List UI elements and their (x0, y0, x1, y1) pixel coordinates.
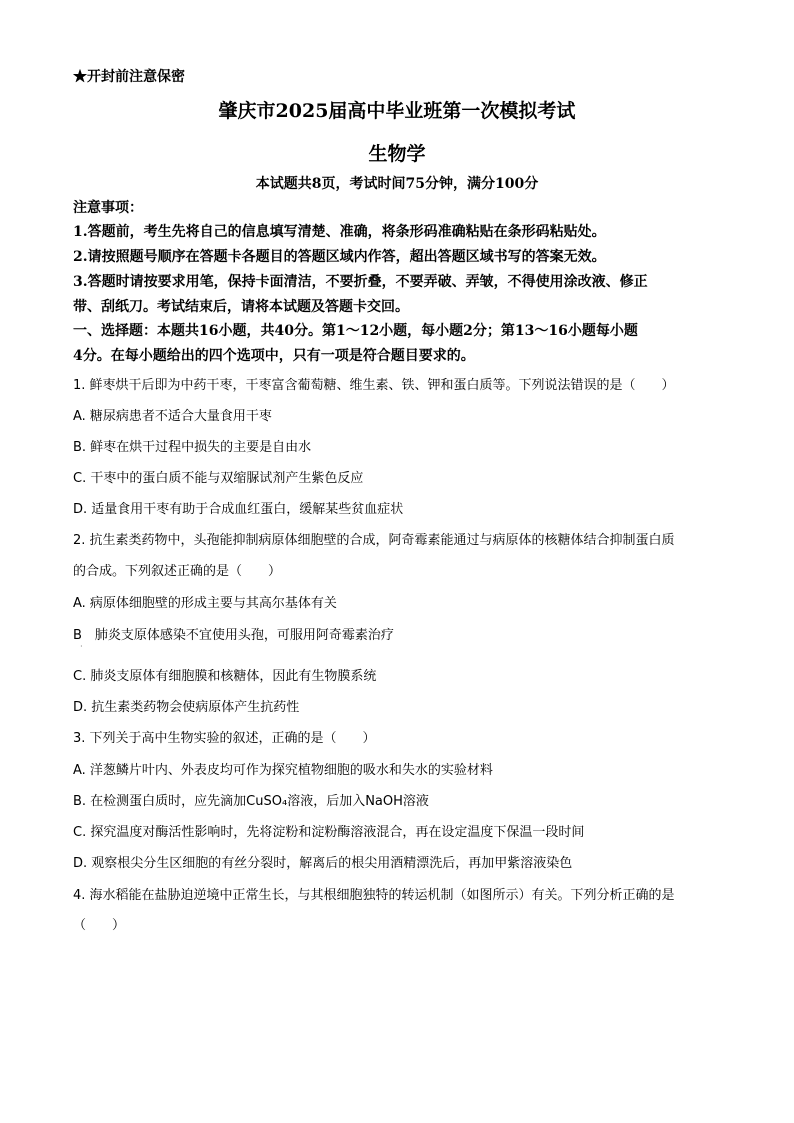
stray-dot-mark: · (80, 642, 83, 651)
question-3-option-c: C. 探究温度对酶活性影响时，先将淀粉和淀粉酶溶液混合，再在设定温度下保温一段时间 (73, 825, 585, 840)
question-4-stem: 4. 海水稻能在盐胁迫逆境中正常生长，与其根细胞独特的转运机制（如图所示）有关。下列分析正确的是 (73, 888, 675, 903)
question-1-option-a: A. 糖尿病患者不适合大量食用干枣 (73, 409, 272, 424)
section-heading-line: 4分。在每小题给出的四个选项中，只有一项是符合题目要求的。 (73, 348, 475, 364)
question-1-option-d: D. 适量食用干枣有助于合成血红蛋白，缓解某些贫血症状 (73, 502, 404, 517)
question-1-stem: 1. 鲜枣烘干后即为中药干枣，干枣富含葡萄糖、维生素、铁、钾和蛋白质等。下列说法错误的是（ ） (73, 378, 675, 393)
question-2-option-a: A. 病原体细胞壁的形成主要与其高尔基体有关 (73, 596, 337, 611)
instruction-item: 2.请按照题号顺序在答题卡各题目的答题区域内作答，超出答题区域书写的答案无效。 (73, 249, 606, 265)
question-3-option-b: B. 在检测蛋白质时，应先滴加CuSO₄溶液，后加入NaOH溶液 (73, 794, 429, 809)
question-2-option-c: C. 肺炎支原体有细胞膜和核糖体，因此有生物膜系统 (73, 669, 377, 684)
question-1-option-c: C. 干枣中的蛋白质不能与双缩脲试剂产生紫色反应 (73, 471, 364, 486)
instruction-item: 1.答题前，考生先将自己的信息填写清楚、准确，将条形码准确粘贴在条形码粘贴处。 (73, 224, 606, 240)
question-3-option-a: A. 洋葱鳞片叶内、外表皮均可作为探究植物细胞的吸水和失水的实验材料 (73, 763, 493, 778)
question-3-option-d: D. 观察根尖分生区细胞的有丝分裂时，解离后的根尖用酒精漂洗后，再加甲紫溶液染色 (73, 856, 573, 871)
question-3-stem: 3. 下列关于高中生物实验的叙述，正确的是（ ） (73, 731, 376, 746)
question-2-stem: 2. 抗生素类药物中，头孢能抑制病原体细胞壁的合成，阿奇霉素能通过与病原体的核糖体结合抑制蛋白质 (73, 533, 675, 548)
exam-title: 肇庆市2025届高中毕业班第一次模拟考试 (218, 100, 576, 122)
confidential-notice: ★开封前注意保密 (73, 69, 185, 85)
instructions-heading: 注意事项： (73, 200, 143, 216)
question-2-option-b: B 肺炎支原体感染不宜使用头孢，可服用阿奇霉素治疗 (73, 628, 394, 643)
question-2-stem: 的合成。下列叙述正确的是（ ） (73, 564, 282, 579)
instruction-item: 带、刮纸刀。考试结束后，请将本试题及答题卡交回。 (73, 299, 409, 315)
section-heading-line: 一、选择题：本题共16小题，共40分。第1～12小题，每小题2分；第13～16小题每小题 (73, 323, 638, 339)
exam-info: 本试题共8页，考试时间75分钟，满分100分 (255, 176, 539, 192)
question-2-option-d: D. 抗生素类药物会使病原体产生抗药性 (73, 700, 300, 715)
instruction-item: 3.答题时请按要求用笔，保持卡面清洁，不要折叠，不要弄破、弄皱，不得使用涂改液、修正 (73, 274, 648, 290)
question-4-stem: （ ） (73, 918, 126, 933)
subject-title: 生物学 (368, 143, 426, 165)
question-1-option-b: B. 鲜枣在烘干过程中损失的主要是自由水 (73, 440, 312, 455)
